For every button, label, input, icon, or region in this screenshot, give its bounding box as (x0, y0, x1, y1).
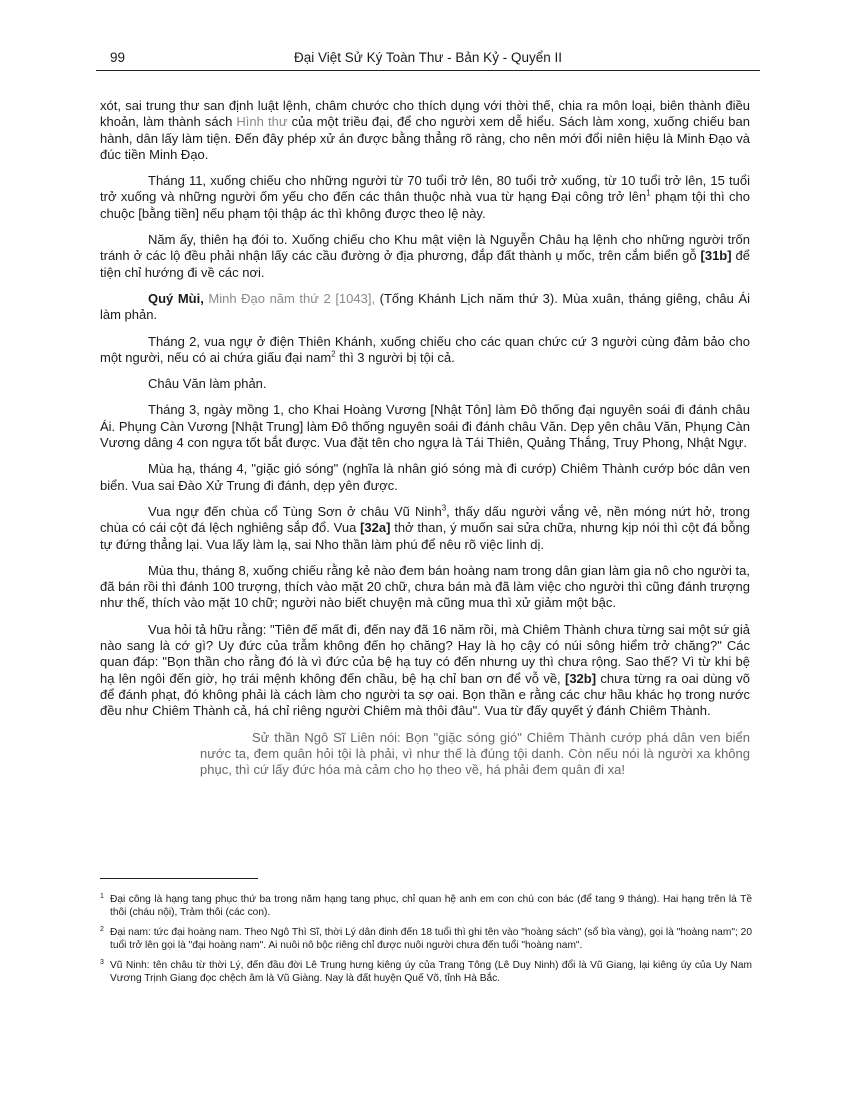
footnote-ref: 1 (646, 189, 651, 199)
running-title: Đại Việt Sử Ký Toàn Thư - Bản Kỷ - Quyển II (294, 50, 562, 65)
footnote-divider (100, 878, 258, 879)
paragraph-text: , thấy dấu người vắng vẻ, nền móng nứt hở, trong chùa có cái cột đá lệch nghiêng sắp đổ. Vua (100, 503, 750, 536)
paragraph-year-heading (100, 291, 750, 324)
footnote-ref: 3 (441, 503, 447, 513)
paragraph-text: Vua ngự đến chùa cổ Tùng Sơn ở châu Vũ Ninh (148, 503, 442, 519)
running-header (96, 48, 760, 71)
year-name: Quý Mùi (148, 290, 201, 306)
paragraph-text: phạm tội thì cho chuộc [bằng tiền] nếu phạm tội thập ác thì không được theo lệ này. (100, 189, 750, 221)
paragraph-text: chưa từng ra oai dùng võ để đánh phạt, đó không phải là cách làm cho người ta sợ oai. Bọn thần e rằng các chư hầu khác họ trong nước đều như Chiêm Thành cả, há chỉ riêng người Chiêm mà thôi đâu". Vua từ đấy quyết ý đánh Chiêm Thành. (100, 670, 750, 719)
paragraph (100, 402, 750, 451)
paragraph-text: của một triều đại, để cho người xem dễ hiểu. Sách làm xong, xuống chiếu ban hành, dân lấy làm tiện. Đến đây phép xử án được bằng thẳng rõ ràng, cho nên mới đổi niên hiệu là Minh Đạo và đúc tiền Minh Đạo. (100, 114, 750, 162)
paragraph (100, 622, 750, 720)
paragraph (100, 173, 750, 222)
paragraph-text: Tháng 2, vua ngự ở điện Thiên Khánh, xuống chiếu cho các quan chức cứ 3 người cùng đảm bảo cho một người, nếu có ai chứa giấu đại nam (100, 333, 750, 365)
punctuation: , (200, 290, 209, 306)
paragraph-text: thì 3 người bị tội cả. (335, 349, 455, 365)
footnote-text: Đại nam: tức đại hoàng nam. Theo Ngô Thì Sĩ, thời Lý dân đinh đến 18 tuổi thì ghi tên vào "hoàng sách" (sổ bìa vàng), gọi là "hoàng nam"; 20 tuổi trở lên gọi là "đại hoàng nam". Ai nuôi nô bộc riêng chỉ được nuôi người chưa đến tuổi "hoàng nam". (110, 927, 752, 951)
paragraph-text: để tiện chỉ hướng đi về các nơi. (100, 248, 750, 280)
paragraph (100, 334, 750, 367)
reign-year: Minh Đạo năm thứ 2 [1043], (208, 290, 376, 306)
footnotes (100, 893, 752, 992)
footnote (100, 893, 752, 919)
paragraph-text: Mùa hạ, tháng 4, "giặc gió sóng" (nghĩa là nhân gió sóng mà đi cướp) Chiêm Thành cướp bóc dân ven biển. Vua sai Đào Xử Trung đi đánh, dẹp yên được. (100, 461, 750, 493)
folio-marker: [32a] (360, 520, 391, 536)
paragraph (100, 504, 750, 553)
folio-marker: [31b] (700, 248, 732, 264)
footnote-number: 3 (100, 959, 104, 966)
book-title-highlight: Hình thư (236, 114, 288, 130)
footnote-number: 2 (100, 926, 104, 933)
paragraph-text: Vua hỏi tả hữu rằng: "Tiên đế mất đi, đến nay đã 16 năm rồi, mà Chiêm Thành chưa từng sai một sứ giả nào sang là cớ gì? Uy đức của trẫm không đến họ chăng? Hay là họ cậy có núi sông hiểm trở chăng?" Các quan đáp: "Bọn thần cho rằng đó là vì đức của bệ hạ tuy có đến nhưng uy thì chưa rộng. Sao thế? Vì từ khi bệ hạ lên ngôi đến giờ, họ trái mệnh không đến chầu, bệ hạ chỉ ban ơn để vỗ về, (100, 621, 750, 686)
paragraph (100, 376, 750, 392)
footnote-text: Đại công là hạng tang phục thứ ba trong năm hạng tang phục, chỉ quan hệ anh em con chú con bác (để tang 9 tháng). Hai hạng trên là Tề thôi (cháu nội), Trảm thôi (các con). (110, 894, 752, 918)
paragraph-text: Năm ấy, thiên hạ đói to. Xuống chiếu cho Khu mật viện là Nguyễn Châu hạ lệnh cho những người trốn tránh ở các lộ đều phải nhận lấy các cầu đường ở địa phương, đắp đất thành ụ mốc, trên cắm biển gỗ (100, 232, 750, 264)
paragraph-text: xót, sai trung thư san định luật lệnh, châm chước cho thích dụng với thời thế, chia ra môn loại, biên thành điều khoản, làm thành sách (100, 98, 750, 130)
paragraph-text: (Tống Khánh Lịch năm thứ 3). Mùa xuân, tháng giêng, châu Ái làm phản. (100, 290, 751, 323)
paragraph-text: Châu Văn làm phản. (148, 376, 267, 392)
footnote (100, 959, 752, 985)
paragraph (100, 232, 750, 281)
paragraph (100, 563, 750, 612)
page-number: 99 (110, 50, 126, 65)
paragraph-text: thở than, ý muốn sai sửa chữa, nhưng kịp nói thì cột đá bỗng tự đứng thẳng lại. Vua lấy làm lạ, sai Nho thần làm phú để nêu rõ việc linh dị. (100, 520, 750, 552)
footnote-text: Vũ Ninh: tên châu từ thời Lý, đến đầu đời Lê Trung hưng kiêng úy của Trang Tông (Lê Duy Ninh) đổi là Vũ Giang, lại kiêng úy của Uy Nam Vương Trịnh Giang đọc chệch âm là Vũ Giàng. Nay là đất huyện Quế Võ, tỉnh Hà Bắc. (110, 960, 752, 984)
paragraph-text: Mùa thu, tháng 8, xuống chiếu rằng kẻ nào đem bán hoàng nam trong dân gian làm gia nô cho người ta, đã bán rồi thì đánh 100 trượng, thích vào mặt 20 chữ, chưa bán mà đã làm việc cho người thì cũng đánh trượng như thế, thích vào mặt 10 chữ; người nào biết chuyện mà cũng mua thì xử giảm một bậc. (100, 562, 750, 611)
paragraph-text: Tháng 3, ngày mồng 1, cho Khai Hoàng Vương [Nhật Tôn] làm Đô thống đại nguyên soái đi đánh châu Ái. Phụng Càn Vương [Nhật Trung] làm Đô thống nguyên soái đi đánh châu Văn. Dẹp yên châu Văn, Phụng Càn Vương dâng 4 con ngựa tốt bắt được. Vua đặt tên cho ngựa là Tái Thiên, Quảng Thắng, Truy Phong, Nhật Ngự. (100, 402, 750, 451)
historian-commentary: Sử thần Ngô Sĩ Liên nói: Bọn "giặc sóng gió" Chiêm Thành cướp phá dân ven biển nước ta, đem quân hỏi tội là phải, vì như thế là đúng tội danh. Còn nếu nói là người xa không phục, thì cứ lấy đức hóa mà cảm cho họ theo về, há phải đem quân đi xa! (200, 729, 750, 778)
folio-marker: [32b] (564, 670, 597, 686)
paragraph (100, 461, 750, 494)
main-text (100, 98, 750, 778)
footnote (100, 926, 752, 952)
footnote-number: 1 (100, 893, 104, 900)
paragraph-text: Tháng 11, xuống chiếu cho những người từ 70 tuổi trở lên, 80 tuổi trở xuống, từ 10 tuổi trở lên, 15 tuổi trở xuống và những người ốm yếu cho đến các thân thuộc nhà vua từ hạng Đại công trở lên (100, 173, 750, 205)
paragraph (100, 98, 750, 163)
footnote-ref: 2 (331, 349, 336, 359)
